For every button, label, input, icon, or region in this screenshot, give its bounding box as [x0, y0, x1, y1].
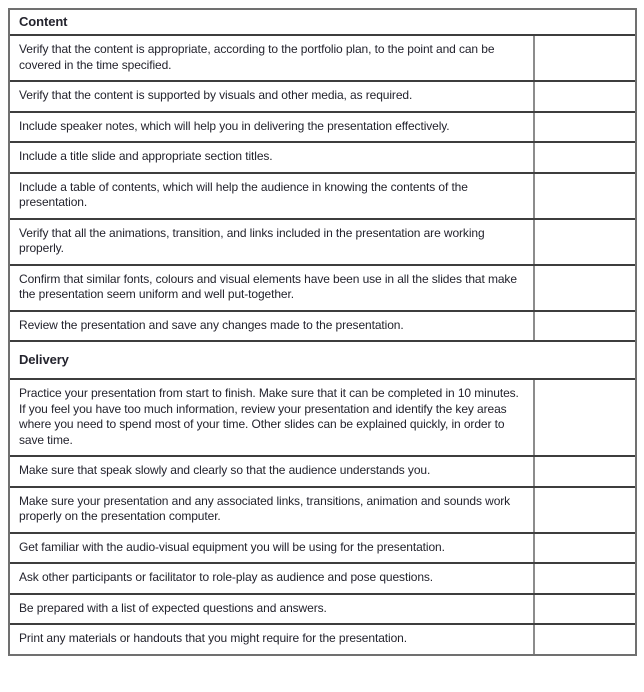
section-title: Content	[19, 14, 68, 29]
checklist-item-text: Make sure that speak slowly and clearly so that the audience understands you.	[19, 463, 431, 477]
checklist-item-text: Print any materials or handouts that you might require for the presentation.	[19, 631, 407, 645]
checklist-item-text: Ask other participants or facilitator to role-play as audience and pose questions.	[19, 570, 434, 584]
checklist-item-text: Include a table of contents, which will help the audience in knowing the contents of the presentation.	[19, 179, 468, 209]
check-cell[interactable]	[533, 564, 635, 593]
checklist-item-text: Be prepared with a list of expected questions and answers.	[19, 600, 327, 615]
check-cell[interactable]	[533, 82, 635, 111]
checklist-table	[8, 8, 637, 656]
checklist-row	[10, 380, 635, 457]
checklist-row	[10, 488, 635, 534]
check-cell[interactable]	[533, 457, 635, 486]
check-cell[interactable]	[533, 625, 635, 654]
section-title: Delivery	[19, 352, 69, 367]
checklist-item-text: Include speaker notes, which will help you in delivering the presentation effectively.	[19, 118, 450, 133]
checklist-item-text: Get familiar with the audio-visual equipment you will be using for the presentation.	[19, 539, 445, 554]
checklist-item-text: Confirm that similar fonts, colours and visual elements have been use in all the slides that make the presentation seem uniform and well put-together.	[19, 271, 517, 301]
checklist-item-text: Review the presentation and save any changes made to the presentation.	[19, 317, 404, 332]
check-cell[interactable]	[533, 595, 635, 624]
check-cell[interactable]	[533, 113, 635, 142]
checklist-item-text: Practice your presentation from start to finish. Make sure that it can be completed in 10 minutes. If you feel you have too much information, review your presentation and identify the key areas where you need to spend most of your time. Other slides can be explained quickly, in order to save time.	[19, 386, 519, 447]
checklist-item-text: Verify that all the animations, transition, and links included in the presentation are working properly.	[19, 225, 485, 255]
section-header-row-content	[10, 10, 635, 36]
checklist-row	[10, 174, 635, 220]
checklist-row	[10, 266, 635, 312]
checklist-row	[10, 457, 635, 488]
check-cell[interactable]	[533, 174, 635, 218]
checklist-item-text: Make sure your presentation and any associated links, transitions, animation and sounds work properly on the presentation computer.	[19, 493, 511, 523]
check-cell[interactable]	[533, 266, 635, 310]
checklist-item-text: Include a title slide and appropriate section titles.	[19, 149, 273, 163]
checklist-row	[10, 220, 635, 266]
checklist-row	[10, 82, 635, 113]
checklist-row	[10, 595, 635, 626]
checklist-row	[10, 36, 635, 82]
check-cell[interactable]	[533, 220, 635, 264]
check-cell[interactable]	[533, 534, 635, 563]
checklist-row	[10, 625, 635, 654]
checklist-row	[10, 312, 635, 343]
check-cell[interactable]	[533, 36, 635, 80]
check-cell[interactable]	[533, 312, 635, 341]
section-header-row-delivery	[10, 342, 635, 380]
checklist-row	[10, 143, 635, 174]
checklist-row	[10, 564, 635, 595]
check-cell[interactable]	[533, 380, 635, 455]
checklist-row	[10, 113, 635, 144]
checklist-row	[10, 534, 635, 565]
check-cell[interactable]	[533, 488, 635, 532]
check-cell[interactable]	[533, 143, 635, 172]
checklist-item-text: Verify that the content is appropriate, according to the portfolio plan, to the point and can be covered in the time specified.	[19, 42, 495, 72]
checklist-item-text: Verify that the content is supported by visuals and other media, as required.	[19, 88, 413, 102]
